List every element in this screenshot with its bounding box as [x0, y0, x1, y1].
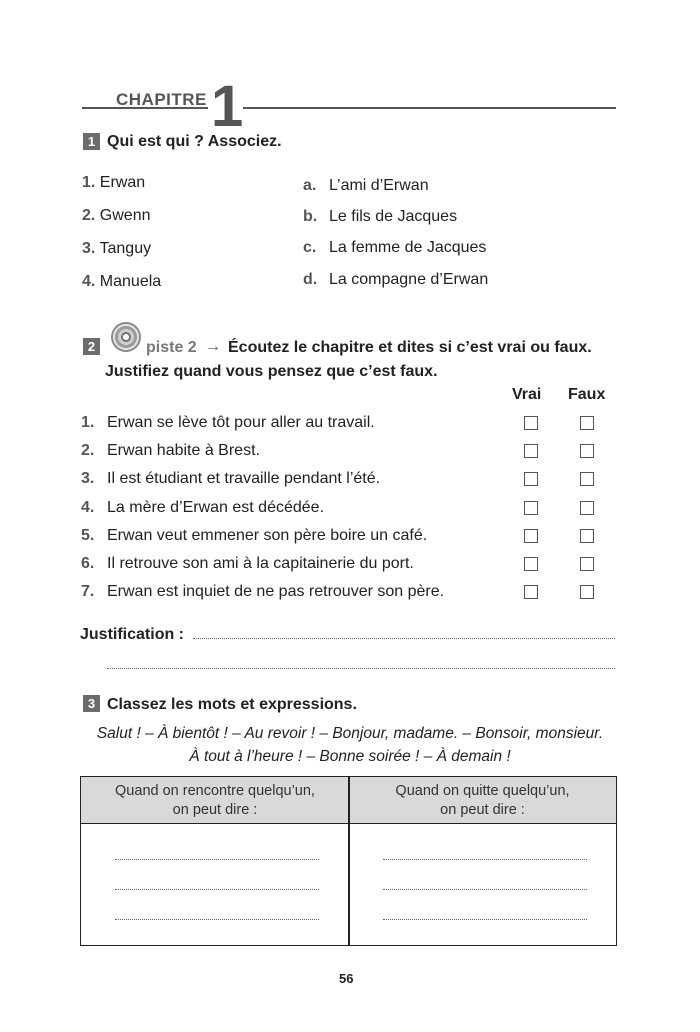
checkbox-true-3[interactable] [524, 472, 538, 486]
match-right-text: L’ami d’Erwan [329, 177, 429, 194]
checkbox-true-6[interactable] [524, 557, 538, 571]
checkbox-true-5[interactable] [524, 529, 538, 543]
match-left-text: Tanguy [99, 240, 152, 257]
checkbox-false-6[interactable] [580, 557, 594, 571]
checkbox-false-5[interactable] [580, 529, 594, 543]
checkbox-false-4[interactable] [580, 501, 594, 515]
statement-text: Il retrouve son ami à la capitainerie du port. [107, 555, 414, 572]
audio-track-label: piste 2 [146, 339, 197, 356]
match-right-text: La compagne d’Erwan [329, 271, 489, 288]
checkbox-false-1[interactable] [580, 416, 594, 430]
statement-number: 1. [81, 414, 95, 431]
checkbox-false-7[interactable] [580, 585, 594, 599]
answer-line-leave-1[interactable] [383, 859, 587, 860]
column-header-true: Vrai [512, 386, 542, 403]
match-right-letter: a. [303, 177, 317, 194]
statement-row [81, 470, 380, 488]
table-header-leave [349, 782, 616, 820]
answer-line-leave-2[interactable] [383, 889, 587, 890]
match-right-item [303, 208, 457, 226]
checkbox-true-1[interactable] [524, 416, 538, 430]
match-left-number: 2. [82, 207, 96, 224]
table-header-leave-line1: Quand on quitte quelqu’un, [395, 783, 570, 799]
statement-text: La mère d’Erwan est décédée. [107, 499, 325, 516]
checkbox-true-7[interactable] [524, 585, 538, 599]
match-left-text: Gwenn [99, 207, 151, 224]
match-left-item [82, 240, 151, 258]
exercise-1-badge: 1 [83, 133, 100, 150]
exercise-3-title: Classez les mots et expressions. [107, 696, 357, 713]
table-header-meet-line2: on peut dire : [172, 802, 258, 818]
cd-audio-icon [111, 322, 141, 352]
classification-table [80, 776, 617, 946]
match-left-number: 4. [82, 273, 96, 290]
exercise-3-badge: 3 [83, 695, 100, 712]
table-header-meet-line1: Quand on rencontre quelqu’un, [115, 783, 315, 799]
chapter-rule-right [243, 107, 616, 109]
answer-line-meet-2[interactable] [115, 889, 319, 890]
table-header-leave-line2: on peut dire : [440, 802, 525, 818]
table-header-meet [81, 782, 349, 820]
statement-row [81, 527, 427, 545]
match-left-number: 3. [82, 240, 96, 257]
match-left-number: 1. [82, 174, 96, 191]
match-right-text: La femme de Jacques [329, 239, 487, 256]
match-left-item [82, 273, 161, 291]
exercise-2-subtitle: Justifiez quand vous pensez que c’est faux. [105, 363, 438, 380]
chapter-number: 1 [211, 74, 244, 139]
statement-number: 5. [81, 527, 95, 544]
justification-line-2[interactable] [107, 668, 615, 669]
match-left-text: Manuela [99, 273, 162, 290]
statement-text: Erwan habite à Brest. [107, 442, 260, 459]
statement-text: Erwan se lève tôt pour aller au travail. [107, 414, 375, 431]
match-left-item [82, 207, 151, 225]
exercise-2-title: Écoutez le chapitre et dites si c’est vrai ou faux. [228, 339, 592, 356]
statement-number: 3. [81, 470, 95, 487]
checkbox-false-3[interactable] [580, 472, 594, 486]
justification-line-1[interactable] [193, 638, 615, 639]
column-header-false: Faux [568, 386, 606, 403]
arrow-right-icon: → [205, 338, 221, 355]
statement-number: 7. [81, 583, 95, 600]
statement-number: 2. [81, 442, 95, 459]
match-right-letter: b. [303, 208, 318, 225]
statement-number: 6. [81, 555, 95, 572]
statement-number: 4. [81, 499, 95, 516]
chapter-label: CHAPITRE [116, 90, 207, 109]
statement-row [81, 499, 324, 517]
word-list-line-1: Salut ! – À bientôt ! – Au revoir ! – Bonjour, madame. – Bonsoir, monsieur. [96, 725, 604, 742]
match-right-item [303, 239, 486, 257]
match-left-text: Erwan [99, 174, 146, 191]
statement-text: Il est étudiant et travaille pendant l’été. [107, 470, 381, 487]
word-list-line-2: À tout à l’heure ! – Bonne soirée ! – À demain ! [189, 748, 511, 765]
statement-text: Erwan est inquiet de ne pas retrouver son père. [107, 583, 445, 600]
exercise-2-badge: 2 [83, 338, 100, 355]
answer-line-leave-3[interactable] [383, 919, 587, 920]
page-number: 56 [339, 971, 354, 986]
justification-label: Justification : [80, 626, 185, 643]
statement-row [81, 442, 260, 460]
match-right-letter: d. [303, 271, 318, 288]
checkbox-true-2[interactable] [524, 444, 538, 458]
table-column-divider [348, 777, 350, 945]
answer-line-meet-3[interactable] [115, 919, 319, 920]
match-right-letter: c. [303, 239, 317, 256]
checkbox-false-2[interactable] [580, 444, 594, 458]
match-left-item [82, 174, 145, 192]
statement-row [81, 555, 414, 573]
match-right-text: Le fils de Jacques [329, 208, 458, 225]
match-right-item [303, 177, 429, 195]
exercise-1-title: Qui est qui ? Associez. [107, 133, 282, 150]
statement-row [81, 414, 375, 432]
statement-text: Erwan veut emmener son père boire un café. [107, 527, 428, 544]
answer-line-meet-1[interactable] [115, 859, 319, 860]
match-right-item [303, 271, 488, 289]
statement-row [81, 583, 444, 601]
checkbox-true-4[interactable] [524, 501, 538, 515]
